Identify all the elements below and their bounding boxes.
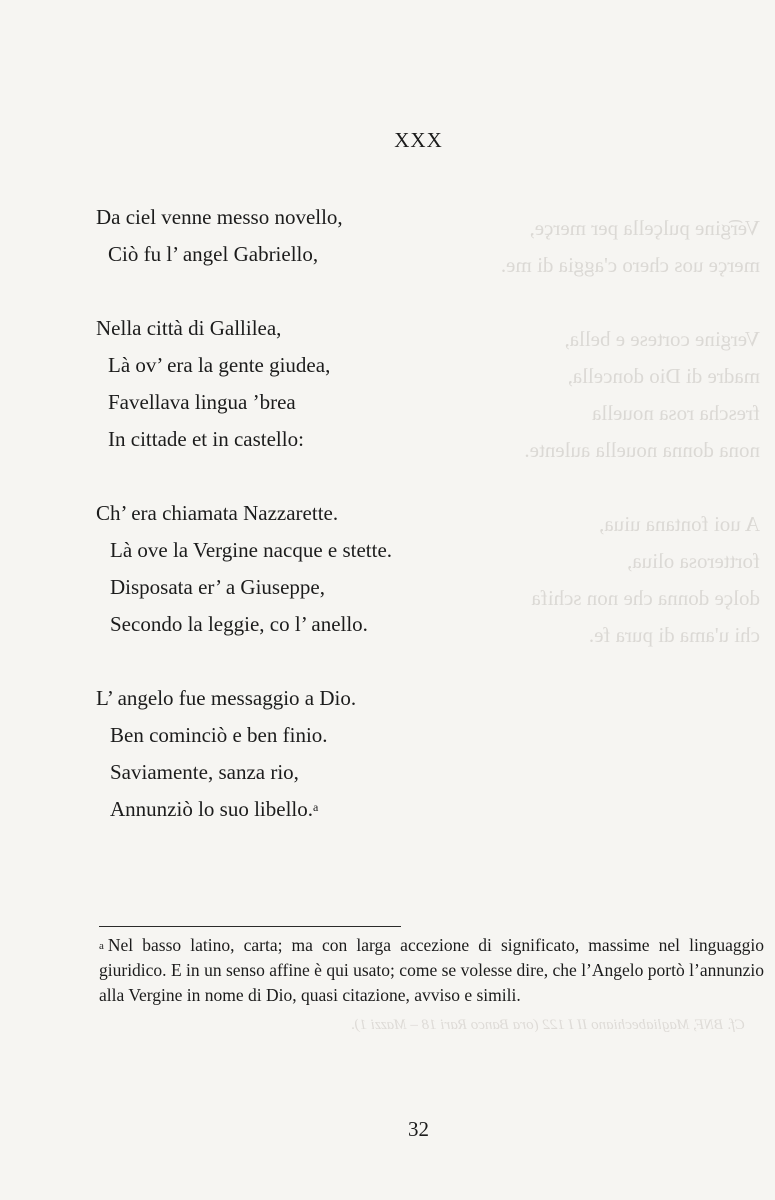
page-number: 32	[408, 1117, 429, 1141]
verse-line: Ben cominciò e ben finio.	[110, 723, 328, 747]
bleed-line: madre di Dio doncella,	[567, 364, 760, 388]
bleed-line: fortterosa oliua,	[627, 549, 760, 573]
stanza-1	[96, 199, 392, 273]
poem-title: XXX	[394, 128, 443, 152]
stanza-3	[96, 495, 392, 643]
verse-line: Favellava lingua ’brea	[108, 390, 296, 414]
bleed-line: nona donna nouella aulente.	[524, 438, 760, 462]
bleed-line: merçe uos chero c'aggia di me.	[500, 253, 760, 277]
bleed-through-footer: Cf. BNF, Magliabechiano II I 122 (ora Banco Rari 18 – Mazzi 1).	[350, 1017, 745, 1033]
stanza-4	[96, 680, 392, 828]
verse-line: L’ angelo fue messaggio a Dio.	[96, 686, 357, 710]
poem-body	[96, 199, 392, 865]
bleed-line: Ve͡rgine pulçella per merçe,	[529, 216, 760, 240]
bleed-line: frescha rosa nouella	[592, 401, 760, 425]
footnote-reference[interactable]: a	[313, 800, 319, 814]
verse-line: Là ov’ era la gente giudea,	[108, 353, 331, 377]
stanza-2	[96, 310, 392, 458]
bleed-through-text	[430, 210, 760, 654]
footnote-divider	[99, 926, 401, 927]
footnote-marker: a	[99, 940, 104, 952]
verse-line: Là ove la Vergine nacque e stette.	[110, 538, 393, 562]
bleed-line: Vergine cortese e bella,	[564, 327, 760, 351]
bleed-line: A uoi fontana uiua,	[599, 512, 760, 536]
verse-line-text: Annunziò lo suo libello.	[110, 797, 313, 821]
bleed-line: chi u'ama di pura fe.	[588, 623, 760, 647]
verse-line: Disposata er’ a Giuseppe,	[110, 575, 325, 599]
verse-line: Nella città di Gallilea,	[96, 316, 282, 340]
footnote	[99, 933, 764, 1008]
verse-line: Da ciel venne messo novello,	[96, 205, 343, 229]
bleed-line: dolçe donna che non schifa	[531, 586, 760, 610]
verse-line: Ch’ era chiamata Nazzarette.	[96, 501, 339, 525]
verse-line-with-footnote	[96, 791, 392, 828]
verse-line: Secondo la leggie, co l’ anello.	[110, 612, 368, 636]
verse-line: Ciò fu l’ angel Gabriello,	[108, 242, 319, 266]
footnote-text: Nel basso latino, carta; ma con larga accezione di significato, massime nel linguaggio giuridico. E in un senso affine è qui usato; come se volesse dire, che l’Angelo portò l’annunzio alla Vergine in nome di Dio, quasi citazione, avviso e simili.	[99, 935, 764, 1005]
verse-line: Saviamente, sanza rio,	[110, 760, 299, 784]
verse-line: In cittade et in castello:	[108, 427, 304, 451]
